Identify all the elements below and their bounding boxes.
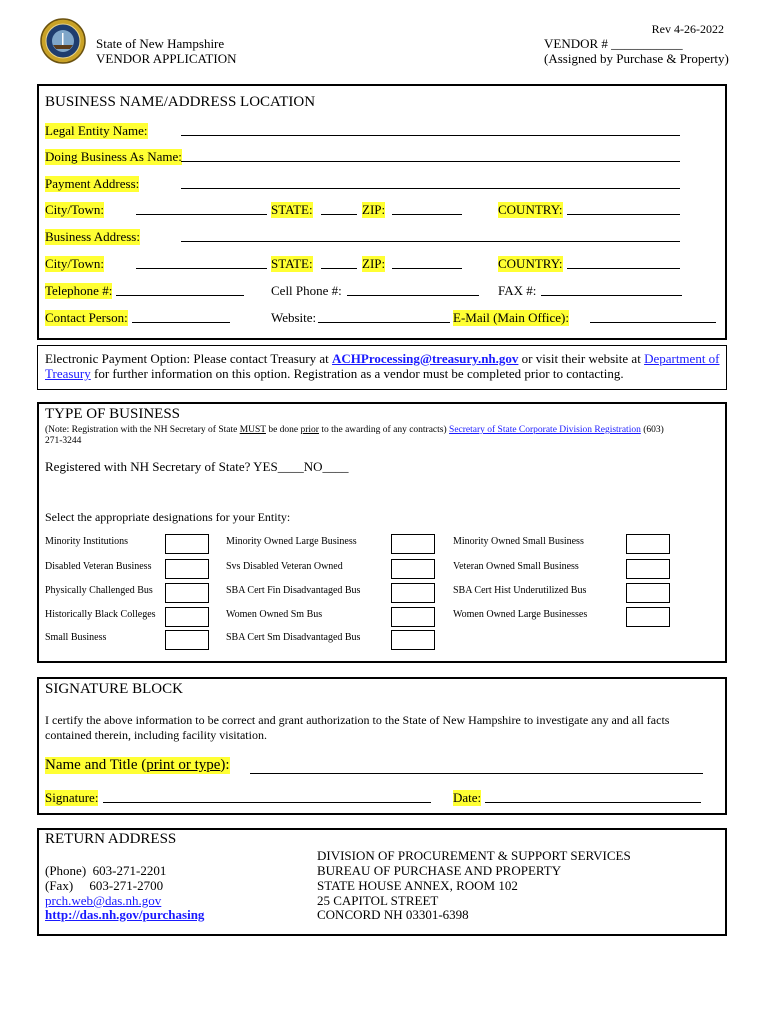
- designation-label: Minority Owned Large Business: [226, 536, 357, 547]
- designation-label: SBA Cert Sm Disadvantaged Bus: [226, 632, 361, 643]
- payment-state-label: STATE:: [271, 202, 313, 217]
- designation-checkbox[interactable]: [626, 559, 670, 579]
- return-address-line-5: CONCORD NH 03301-6398: [317, 907, 469, 922]
- purchasing-website-link[interactable]: http://das.nh.gov/purchasing: [45, 907, 205, 922]
- ach-email-link[interactable]: ACHProcessing@treasury.nh.gov: [332, 351, 519, 366]
- return-fax: (Fax) 603-271-2700: [45, 878, 164, 893]
- contact-person-field[interactable]: [132, 322, 230, 323]
- designation-label: SBA Cert Hist Underutilized Bus: [453, 585, 587, 596]
- email-label: E-Mail (Main Office):: [453, 310, 569, 325]
- payment-zip-label: ZIP:: [362, 202, 386, 217]
- name-title-field[interactable]: [250, 773, 703, 774]
- type-section-title: TYPE OF BUSINESS: [45, 406, 181, 422]
- business-section-title: BUSINESS NAME/ADDRESS LOCATION: [45, 94, 316, 110]
- designation-label: SBA Cert Fin Disadvantaged Bus: [226, 585, 361, 596]
- designation-label: Minority Owned Small Business: [453, 536, 584, 547]
- designation-checkbox[interactable]: [391, 607, 435, 627]
- date-label: Date:: [453, 790, 482, 805]
- designation-checkbox[interactable]: [391, 630, 435, 650]
- payment-zip-field[interactable]: [392, 214, 462, 215]
- vendor-number-note: (Assigned by Purchase & Property): [544, 51, 729, 66]
- business-country-label: COUNTRY:: [498, 256, 563, 271]
- business-state-field[interactable]: [321, 268, 357, 269]
- payment-text-3: for further information on this option. Registration as a vendor must be completed prior to contacting.: [90, 366, 624, 381]
- fax-field[interactable]: [541, 295, 682, 296]
- cell-phone-field[interactable]: [347, 295, 479, 296]
- designation-checkbox[interactable]: [391, 534, 435, 554]
- legal-entity-field[interactable]: [181, 135, 680, 136]
- payment-address-field[interactable]: [181, 188, 680, 189]
- business-zip-field[interactable]: [392, 268, 462, 269]
- note-text-c: to the awarding of any contracts): [318, 425, 450, 435]
- business-address-field[interactable]: [181, 241, 680, 242]
- designation-label: Women Owned Large Businesses: [453, 609, 588, 620]
- designation-checkbox[interactable]: [165, 583, 209, 603]
- designation-checkbox[interactable]: [165, 534, 209, 554]
- vendor-number-label: VENDOR # ___________: [544, 36, 683, 51]
- website-field[interactable]: [318, 322, 450, 323]
- business-country-field[interactable]: [567, 268, 680, 269]
- payment-state-field[interactable]: [321, 214, 357, 215]
- designation-checkbox[interactable]: [626, 534, 670, 554]
- return-phone: (Phone) 603-271-2201: [45, 863, 167, 878]
- note-phone-a: (603): [640, 425, 664, 435]
- select-designations-label: Select the appropriate designations for your Entity:: [45, 510, 291, 524]
- signature-label: Signature:: [45, 790, 99, 805]
- registered-question[interactable]: Registered with NH Secretary of State? YES____NO____: [45, 459, 349, 474]
- designation-checkbox[interactable]: [391, 559, 435, 579]
- certification-line-1: I certify the above information to be correct and grant authorization to the State of New Hampshire to investigate any and all facts: [45, 713, 670, 727]
- payment-city-field[interactable]: [136, 214, 267, 215]
- designation-label: Women Owned Sm Bus: [226, 609, 323, 620]
- return-email-link[interactable]: prch.web@das.nh.gov: [45, 893, 162, 908]
- state-name: State of New Hampshire: [96, 36, 225, 51]
- designation-label: Historically Black Colleges: [45, 609, 156, 620]
- return-address-line-4: 25 CAPITOL STREET: [317, 893, 439, 908]
- payment-city-label: City/Town:: [45, 202, 105, 217]
- designation-checkbox[interactable]: [165, 559, 209, 579]
- dba-label: Doing Business As Name:: [45, 149, 182, 164]
- business-address-label: Business Address:: [45, 229, 140, 244]
- payment-option-line-2: [45, 366, 624, 382]
- designation-checkbox[interactable]: [165, 607, 209, 627]
- cell-phone-label: Cell Phone #:: [271, 283, 342, 298]
- sos-note-line-1: [45, 425, 664, 435]
- designation-label: Minority Institutions: [45, 536, 129, 547]
- return-address-title: RETURN ADDRESS: [45, 831, 177, 847]
- treasury-link-part-2[interactable]: Treasury: [45, 366, 91, 381]
- signature-field[interactable]: [103, 802, 431, 803]
- signature-section-title: SIGNATURE BLOCK: [45, 681, 183, 697]
- type-of-business-section: [37, 402, 727, 663]
- designation-checkbox[interactable]: [391, 583, 435, 603]
- note-must: MUST: [239, 425, 266, 435]
- payment-text-2: or visit their website at: [518, 351, 645, 366]
- fax-label: FAX #:: [498, 283, 537, 298]
- name-title-label: [45, 757, 230, 774]
- business-state-label: STATE:: [271, 256, 313, 271]
- payment-country-label: COUNTRY:: [498, 202, 563, 217]
- payment-text-1: Electronic Payment Option: Please contact Treasury at: [45, 351, 333, 366]
- legal-entity-label: Legal Entity Name:: [45, 123, 148, 138]
- return-address-line-1: DIVISION OF PROCUREMENT & SUPPORT SERVICES: [317, 848, 631, 863]
- print-or-type-text: print or type: [146, 757, 221, 773]
- designation-label: Physically Challenged Bus: [45, 585, 153, 596]
- designation-checkbox[interactable]: [626, 583, 670, 603]
- name-title-text: Name and Title (: [45, 757, 147, 773]
- date-field[interactable]: [485, 802, 701, 803]
- return-address-line-2: BUREAU OF PURCHASE AND PROPERTY: [317, 863, 562, 878]
- designation-label: Veteran Owned Small Business: [453, 561, 579, 572]
- payment-country-field[interactable]: [567, 214, 680, 215]
- note-prior: prior: [300, 425, 319, 435]
- telephone-label: Telephone #:: [45, 283, 113, 298]
- designation-checkbox[interactable]: [165, 630, 209, 650]
- revision-date: Rev 4-26-2022: [651, 22, 724, 36]
- payment-option-line-1: [45, 351, 720, 367]
- dba-field[interactable]: [181, 161, 680, 162]
- sos-note-line-2: 271-3244: [45, 436, 82, 446]
- designation-label: Svs Disabled Veteran Owned: [226, 561, 343, 572]
- contact-person-label: Contact Person:: [45, 310, 128, 325]
- designation-checkbox[interactable]: [626, 607, 670, 627]
- sos-registration-link[interactable]: Secretary of State Corporate Division Registration: [449, 425, 641, 435]
- business-zip-label: ZIP:: [362, 256, 386, 271]
- name-title-end: ):: [220, 757, 230, 773]
- payment-address-label: Payment Address:: [45, 176, 140, 191]
- state-seal-logo: [40, 18, 86, 64]
- designation-label: Disabled Veteran Business: [45, 561, 152, 572]
- website-label: Website:: [271, 310, 317, 325]
- treasury-link-part-1[interactable]: Department of: [644, 351, 720, 366]
- certification-line-2: contained therein, including facility visitation.: [45, 728, 267, 742]
- form-title: VENDOR APPLICATION: [96, 51, 237, 66]
- telephone-field[interactable]: [116, 295, 244, 296]
- designation-label: Small Business: [45, 632, 107, 643]
- note-text-a: (Note: Registration with the NH Secretary of State: [45, 425, 240, 435]
- business-city-label: City/Town:: [45, 256, 105, 271]
- business-city-field[interactable]: [136, 268, 267, 269]
- note-text-b: be done: [265, 425, 301, 435]
- email-field[interactable]: [590, 322, 716, 323]
- return-address-line-3: STATE HOUSE ANNEX, ROOM 102: [317, 878, 518, 893]
